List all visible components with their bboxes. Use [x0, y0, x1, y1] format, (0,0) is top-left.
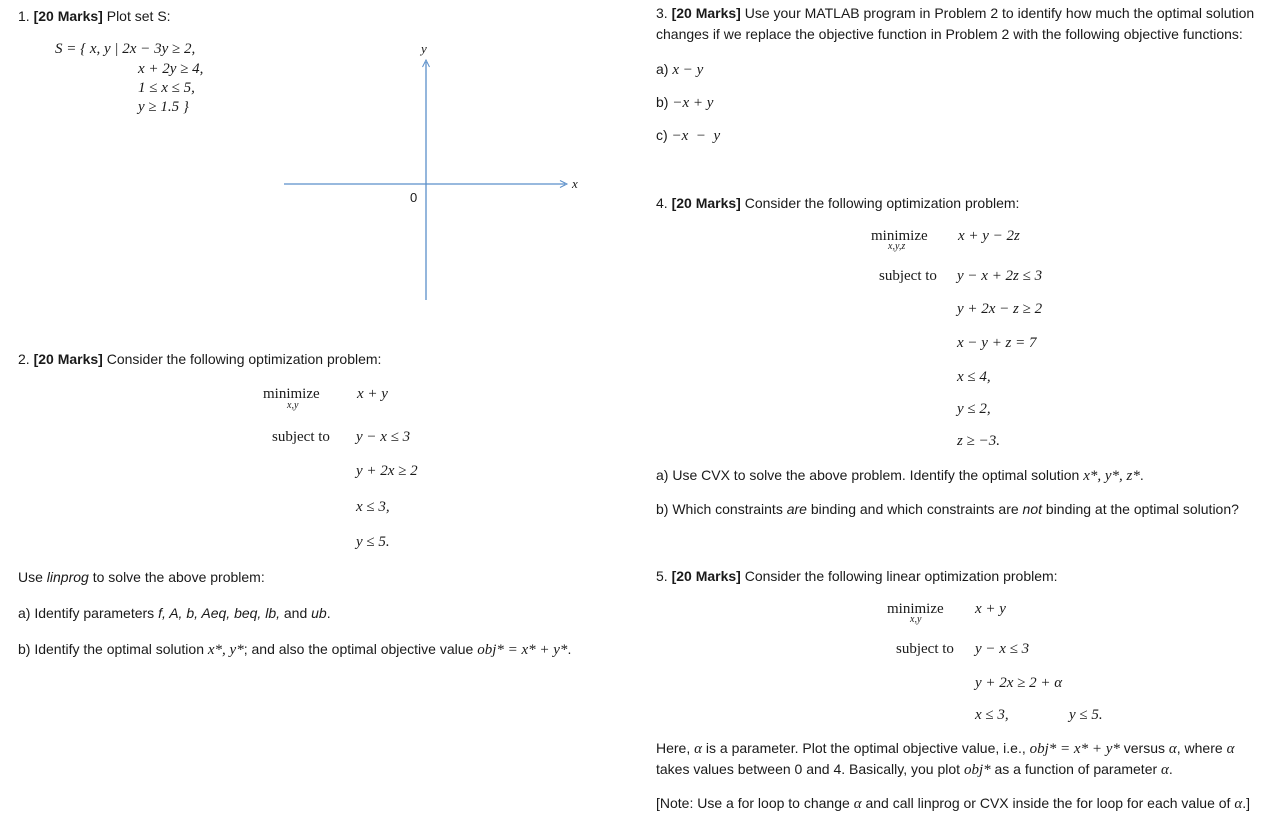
p4-part-a-solution: x*, y*, z* — [1083, 468, 1140, 484]
problem4-constraint-4: x ≤ 4, — [957, 369, 991, 385]
problem3-line1 — [656, 6, 1254, 20]
problem4-part-a — [656, 468, 1144, 484]
problem5-objective: x + y — [975, 601, 1006, 617]
part-a-pre: a) Identify parameters — [18, 605, 155, 621]
problem3-number: 3. — [656, 5, 668, 21]
problem1-marks: [20 Marks] — [33, 8, 103, 24]
problem2-subject-to: subject to — [272, 429, 330, 445]
p5-para1-pre: Here, — [656, 740, 691, 756]
set-constraint-3: y ≥ 1.5 } — [138, 99, 189, 115]
problem5-subject-to: subject to — [896, 641, 954, 657]
p5-para2-end: . — [1168, 761, 1173, 777]
item-b-expr: −x + y — [672, 95, 714, 111]
problem4-part-b — [656, 502, 1239, 516]
p4-part-b-are: are — [786, 501, 807, 517]
set-definition-head: S = { x, y | 2x − 3y ≥ 2, — [55, 41, 196, 57]
p5-alpha-1: α — [694, 741, 702, 757]
x-axis-label: x — [572, 176, 578, 191]
problem3-text-1: Use your MATLAB program in Problem 2 to identify how much the optimal solution — [744, 5, 1255, 21]
problem4-number: 4. — [656, 195, 668, 211]
problem2-objective: x + y — [357, 386, 388, 402]
use-post: to solve the above problem: — [92, 569, 265, 585]
problem3-line2: changes if we replace the objective function in Problem 2 with the following objective functions: — [656, 26, 1243, 42]
problem2-constraint-3: x ≤ 3, — [356, 499, 390, 515]
problem4-constraint-1: y − x + 2z ≤ 3 — [957, 268, 1043, 284]
p5-para1-objective: obj* = x* + y* — [1029, 741, 1120, 757]
problem4-constraint-6: z ≥ −3. — [957, 433, 1000, 449]
use-pre: Use — [18, 569, 43, 585]
problem1-title: Plot set S: — [106, 8, 171, 24]
p5-alpha-6: α — [1234, 796, 1243, 812]
problem4-intro: Consider the following optimization problem: — [744, 195, 1020, 211]
problem4-heading — [656, 196, 1019, 210]
p4-part-b-end: binding at the optimal solution? — [1045, 501, 1239, 517]
problem2-use-line — [18, 570, 265, 584]
part-a-params: f, A, b, Aeq, beq, lb, — [158, 605, 280, 621]
set-constraint-1: x + 2y ≥ 4, — [138, 61, 204, 77]
problem5-minimize-sub: x,y — [910, 614, 922, 625]
p5-para1-mid: is a parameter. Plot the optimal objective value, i.e., — [705, 740, 1026, 756]
problem5-heading — [656, 569, 1058, 583]
p4-part-a-end: . — [1139, 467, 1144, 483]
problem2-constraint-4: y ≤ 5. — [356, 534, 390, 550]
y-axis-label: y — [421, 41, 427, 56]
problem2-minimize-sub: x,y — [287, 400, 299, 411]
p5-note-pre: [Note: Use a for loop to change — [656, 795, 850, 811]
problem5-paragraph-2 — [656, 762, 1173, 778]
problem4-subject-to: subject to — [879, 268, 937, 284]
p4-part-a-pre: a) Use CVX to solve the above problem. Identify the optimal solution — [656, 467, 1080, 483]
part-b-solution: x*, y* — [207, 642, 244, 658]
part-b-pre: b) Identify the optimal solution — [18, 641, 204, 657]
p4-part-b-pre: b) Which constraints — [656, 501, 783, 517]
p5-para2-pre: takes values between 0 and 4. Basically, you plot — [656, 761, 961, 777]
part-b-mid: ; and also the optimal objective value — [243, 641, 474, 657]
problem2-minimize: minimize — [263, 386, 320, 402]
problem5-constraint-4: y ≤ 5. — [1069, 707, 1103, 723]
p5-note-end: .] — [1242, 795, 1250, 811]
problem5-constraint-1: y − x ≤ 3 — [975, 641, 1030, 657]
problem4-constraint-5: y ≤ 2, — [957, 401, 991, 417]
problem3-item-a — [656, 62, 703, 78]
problem5-number: 5. — [656, 568, 668, 584]
problem2-number: 2. — [18, 351, 30, 367]
item-c-label: c) — [656, 127, 668, 143]
problem2-constraint-2: y + 2x ≥ 2 — [356, 463, 418, 479]
p4-part-b-mid: binding and which constraints are — [810, 501, 1019, 517]
problem2-part-a — [18, 606, 331, 620]
problem4-minimize-sub: x,y,z — [888, 241, 906, 252]
problem5-constraint-2: y + 2x ≥ 2 + α — [975, 675, 1063, 691]
problem4-marks: [20 Marks] — [671, 195, 741, 211]
p5-note-mid: and call linprog or CVX inside the for loop for each value of — [865, 795, 1231, 811]
problem2-heading — [18, 352, 381, 366]
use-tool: linprog — [46, 569, 89, 585]
p5-para1-versus: versus — [1123, 740, 1165, 756]
part-a-last: ub — [311, 605, 327, 621]
item-a-expr: x − y — [672, 62, 704, 78]
part-a-and: and — [283, 605, 308, 621]
origin-label: 0 — [410, 190, 418, 205]
problem2-marks: [20 Marks] — [33, 351, 103, 367]
problem3-marks: [20 Marks] — [671, 5, 741, 21]
p4-part-b-not: not — [1022, 501, 1042, 517]
problem5-marks: [20 Marks] — [671, 568, 741, 584]
problem2-intro: Consider the following optimization problem: — [106, 351, 382, 367]
part-a-end: . — [326, 605, 331, 621]
problem5-note — [656, 796, 1250, 812]
problem5-paragraph-1 — [656, 741, 1234, 757]
problem2-constraint-1: y − x ≤ 3 — [356, 429, 411, 445]
set-constraint-2: 1 ≤ x ≤ 5, — [138, 80, 195, 96]
problem4-constraint-2: y + 2x − z ≥ 2 — [957, 301, 1043, 317]
p5-alpha-2: α — [1168, 741, 1177, 757]
problem5-intro: Consider the following linear optimization problem: — [744, 568, 1058, 584]
p5-alpha-5: α — [853, 796, 862, 812]
problem3-item-c — [656, 128, 720, 144]
p5-alpha-4: α — [1161, 762, 1169, 778]
item-c-expr: −x − y — [671, 128, 721, 144]
part-b-end: . — [567, 641, 572, 657]
p5-para2-mid: as a function of parameter — [994, 761, 1158, 777]
problem5-minimize: minimize — [887, 601, 944, 617]
problem3-item-b — [656, 95, 713, 111]
item-b-label: b) — [656, 94, 669, 110]
p5-alpha-3: α — [1226, 741, 1235, 757]
problem5-constraint-3: x ≤ 3, — [975, 707, 1009, 723]
problem4-minimize: minimize — [871, 228, 928, 244]
problem4-constraint-3: x − y + z = 7 — [957, 335, 1037, 351]
part-b-objective: obj* = x* + y* — [477, 642, 568, 658]
problem4-objective: x + y − 2z — [958, 228, 1020, 244]
item-a-label: a) — [656, 61, 669, 77]
problem1-number: 1. — [18, 8, 30, 24]
p5-para1-where: , where — [1176, 740, 1223, 756]
problem2-part-b — [18, 642, 571, 658]
p5-para2-objective: obj* — [963, 762, 991, 778]
